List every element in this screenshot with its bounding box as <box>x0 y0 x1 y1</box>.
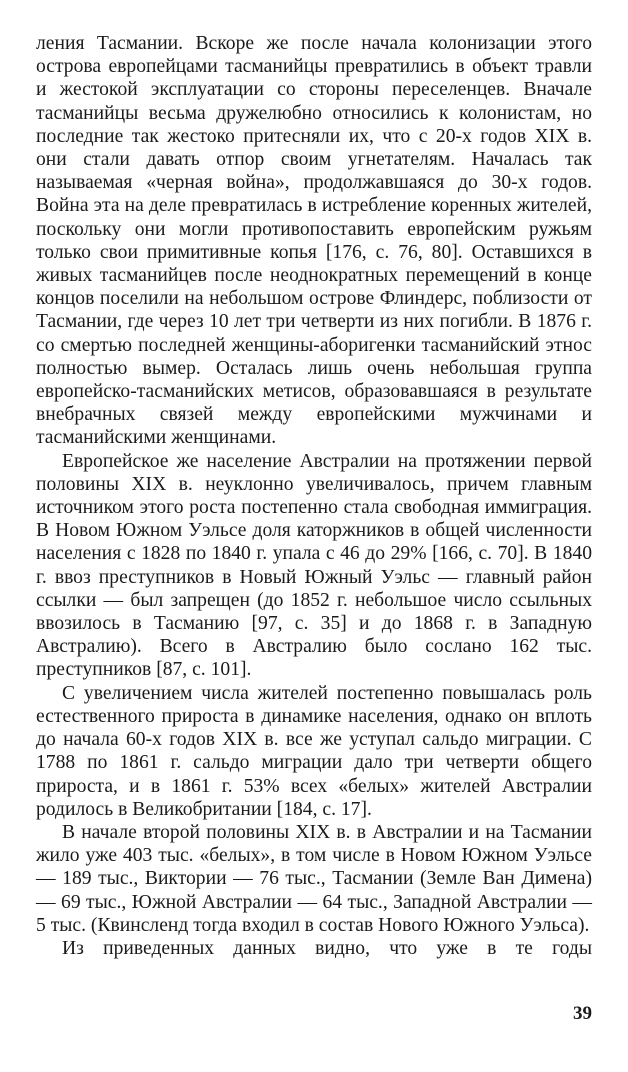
page-number: 39 <box>573 1003 592 1024</box>
paragraph-3: С увеличением числа жителей постепенно повышалась роль естественного прироста в динамике населения, однако он вплоть до начала 60-х годов XIX в. все же уступал сальдо миграции. С 1788 по 1861 г. сальдо миграции дало три четверти общего прироста, и в 1861 г. 53% всех «белых» жителей Австралии родилось в Великобритании [184, с. 17]. <box>36 682 592 820</box>
paragraph-1: ления Тасмании. Вскоре же после начала колонизации этого острова европейцами тасманийцы превратились в объект травли и жестокой эксплуатации со стороны переселенцев. Вначале тасманийцы весьма дружелюбно относились к колонистам, но последние так жестоко притесняли их, что с 20-х годов XIX в. они стали давать отпор своим угнетателям. Началась так называемая «черная война», продолжавшаяся до 30-х годов. Война эта на деле превратилась в истребление коренных жителей, поскольку они могли противопоставить европейским ружьям только свои примитивные копья [176, с. 76, 80]. Оставшихся в живых тасманийцев после неоднократных перемещений в конце концов поселили на небольшом острове Флиндерс, поблизости от Тасмании, где через 10 лет три четверти из них погибли. В 1876 г. со смертью последней женщины-аборигенки тасманийский этнос полностью вымер. Осталась лишь очень небольшая группа европейско-тасманийских метисов, образовавшаяся в результате внебрачных связей между европейскими мужчинами и тасманийскими женщинами. <box>36 33 592 449</box>
paragraph-4: В начале второй половины XIX в. в Австралии и на Тасмании жило уже 403 тыс. «белых», в том числе в Новом Южном Уэльсе — 189 тыс., Виктории — 76 тыс., Тасмании (Земле Ван Димена) — 69 тыс., Южной Австралии — 64 тыс., Западной Австралии — 5 тыс. (Квинсленд тогда входил в состав Нового Южного Уэльса). <box>36 821 592 936</box>
page-body <box>36 32 592 960</box>
paragraph-5: Из приведенных данных видно, что уже в те годы <box>62 937 592 959</box>
paragraph-2: Европейское же население Австралии на протяжении первой половины XIX в. неуклонно увеличивалось, причем главным источником этого роста постепенно стала свободная иммиграция. В Новом Южном Уэльсе доля каторжников в общей численности населения с 1828 по 1840 г. упала с 46 до 29% [166, с. 70]. В 1840 г. ввоз преступников в Новый Южный Уэльс — главный район ссылки — был запрещен (до 1852 г. небольшое число ссыльных ввозилось в Тасманию [97, с. 35] и до 1868 г. в Западную Австралию). Всего в Австралию было сослано 162 тыс. преступников [87, с. 101]. <box>36 450 592 681</box>
